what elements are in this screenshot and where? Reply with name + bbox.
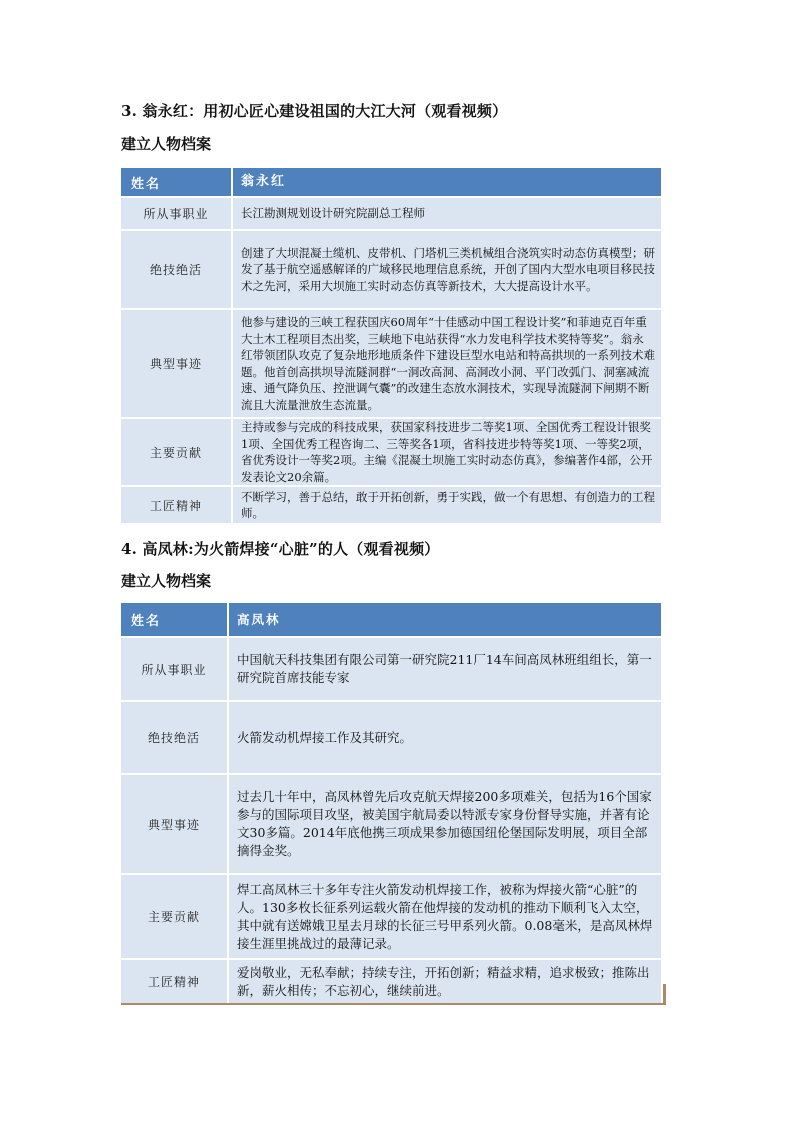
table-row-name: [121, 603, 661, 637]
row-value: 他参与建设的三峡工程获国庆60周年“十佳感动中国工程设计奖”和菲迪克百年重大土木工程项目杰出奖，三峡地下电站获得“水力发电科学技术奖特等奖”。翁永红带领团队攻克了复杂地形地质条件下建设巨型水电站和特高拱坝的一系列技术难题。他首创高拱坝导流隧洞群“一洞改高洞、高洞改小洞、平门改弧门、洞塞减流速、通气降负压、控泄调气囊”的改建生态放水洞技术，实现导流隧洞下闸期不断流且大流量泄放生态流量。: [232, 309, 661, 418]
profile-table-weng-yonghong: [121, 168, 661, 525]
row-value: 主持或参与完成的科技成果，获国家科技进步二等奖1项、全国优秀工程设计银奖1项、全国优秀工程咨询二、三等奖各1项，省科技进步特等奖1项、一等奖2项，省优秀设计一等奖2项。主编《混凝土坝施工实时动态仿真》，参编著作4部，公开发表论文20余篇。: [232, 418, 661, 486]
row-value: 火箭发动机焊接工作及其研究。: [228, 701, 661, 774]
row-value: 不断学习，善于总结，敢于开拓创新，勇于实践，做一个有思想、有创造力的工程师。: [232, 486, 661, 524]
table-row-name: [121, 168, 661, 197]
row-label: 典型事迹: [121, 309, 232, 418]
row-label: 所从事职业: [121, 637, 228, 701]
row-value: 创建了大坝混凝土缆机、皮带机、门塔机三类机械组合浇筑实时动态仿真模型；研发了基于航空遥感解译的广域移民地理信息系统，开创了国内大型水电项目移民技术之先河，采用大坝施工实时动态仿真等新技术，大大提高设计水平。: [232, 230, 661, 309]
table-row-achievements: [121, 309, 661, 418]
row-value: 高凤林: [228, 603, 661, 637]
table-row-skills: [121, 701, 661, 774]
decorative-bottom-line: [121, 1003, 666, 1005]
row-label: 典型事迹: [121, 774, 228, 874]
table-row-contributions: [121, 418, 661, 486]
table-row-achievements: [121, 774, 661, 874]
row-label: 绝技绝活: [121, 701, 228, 774]
row-value: 过去几十年中，高凤林曾先后攻克航天焊接200多项难关，包括为16个国家参与的国际项目攻坚，被美国宇航局委以特派专家身份督导实施，并著有论文30多篇。2014年底他携三项成果参加德国纽伦堡国际发明展，项目全部摘得金奖。: [228, 774, 661, 874]
table-row-spirit: [121, 486, 661, 524]
profile-table-gao-fenglin: [121, 603, 661, 1005]
row-label: 工匠精神: [121, 959, 228, 1004]
row-label: 主要贡献: [121, 874, 228, 959]
row-value: 爱岗敬业，无私奉献；持续专注，开拓创新；精益求精，追求极致；推陈出新，薪火相传；不忘初心，继续前进。: [228, 959, 661, 1004]
table-row-skills: [121, 230, 661, 309]
section-4-title: 4. 高凤林:为火箭焊接“心脏”的人（观看视频）: [121, 540, 440, 558]
row-label: 姓名: [121, 603, 228, 637]
section-3-subtitle: 建立人物档案: [121, 135, 212, 153]
row-label: 绝技绝活: [121, 230, 232, 309]
section-4-subtitle: 建立人物档案: [121, 572, 212, 590]
row-value: 焊工高凤林三十多年专注火箭发动机焊接工作，被称为焊接火箭“心脏”的人。130多枚长征系列运载火箭在他焊接的发动机的推动下顺利飞入太空，其中就有送嫦娥卫星去月球的长征三号甲系列火箭。0.08毫米，是高凤林焊接生涯里挑战过的最薄记录。: [228, 874, 661, 959]
row-value: 长江勘测规划设计研究院副总工程师: [232, 197, 661, 230]
row-label: 工匠精神: [121, 486, 232, 524]
decorative-corner: [663, 984, 666, 1005]
table-row-spirit: [121, 959, 661, 1004]
table-row-contributions: [121, 874, 661, 959]
table-row-occupation: [121, 637, 661, 701]
row-label: 姓名: [121, 168, 232, 197]
row-label: 主要贡献: [121, 418, 232, 486]
row-label: 所从事职业: [121, 197, 232, 230]
row-value: 翁永红: [232, 168, 661, 197]
row-value: 中国航天科技集团有限公司第一研究院211厂14车间高凤林班组组长，第一研究院首席技能专家: [228, 637, 661, 701]
table-row-occupation: [121, 197, 661, 230]
section-3-title: 3. 翁永红：用初心匠心建设祖国的大江大河（观看视频）: [121, 102, 508, 120]
